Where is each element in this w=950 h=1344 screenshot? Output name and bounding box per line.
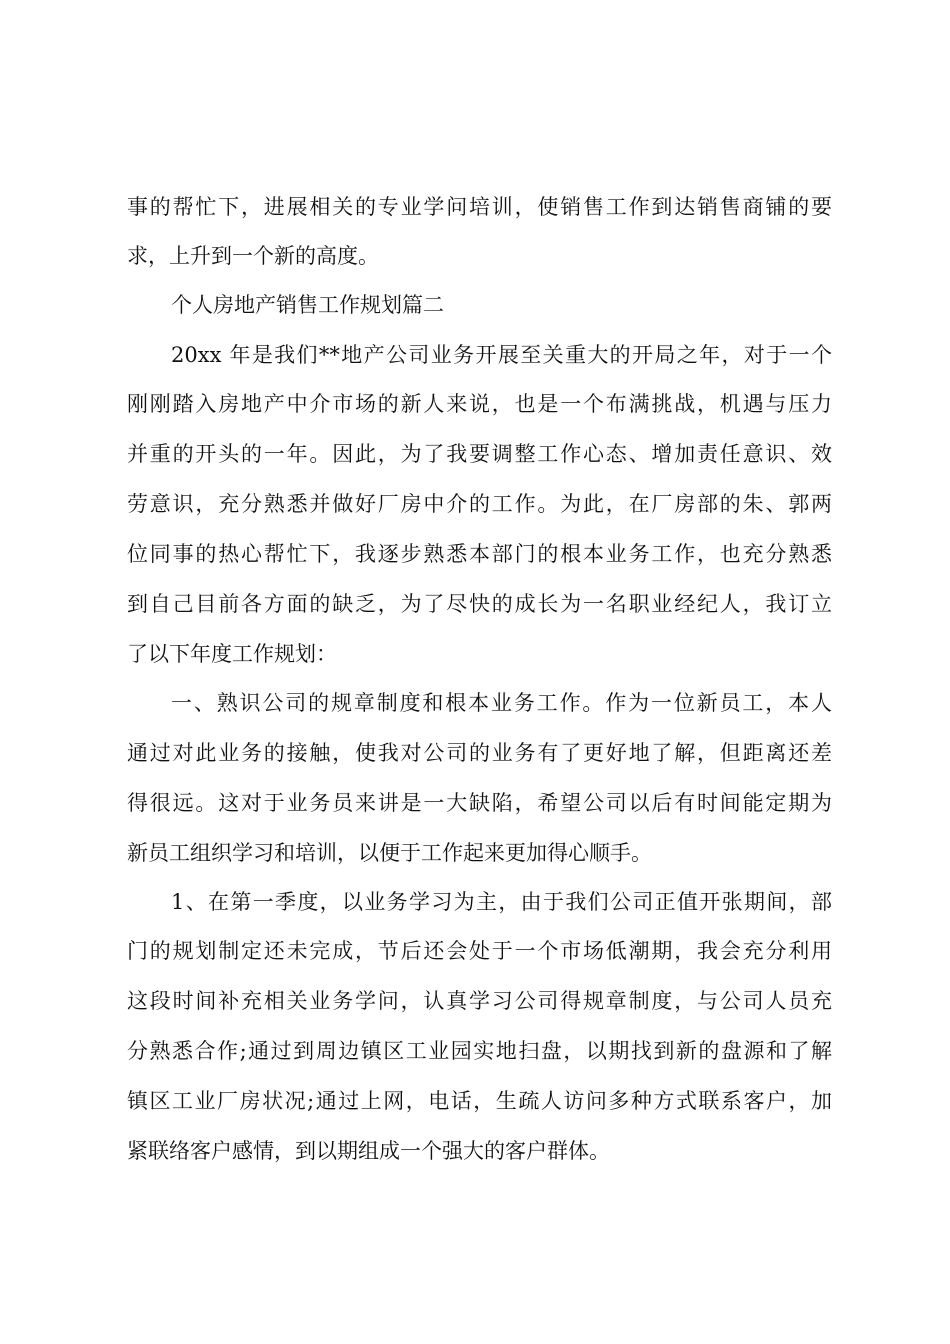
text-line: 镇区工业厂房状况;通过上网，电话，生疏人访问多种方式联系客户，加 bbox=[127, 1089, 832, 1113]
text-line: 一、熟识公司的规章制度和根本业务工作。作为一位新员工，本人 bbox=[171, 691, 832, 715]
text-line: 通过对此业务的接触，使我对公司的业务有了更好地了解，但距离还差 bbox=[127, 741, 832, 765]
text-line: 事的帮忙下，进展相关的专业学问培训，使销售工作到达销售商铺的要 bbox=[127, 195, 832, 219]
text-line: 门的规划制定还未完成，节后还会处于一个市场低潮期，我会充分利用 bbox=[127, 939, 832, 963]
text-line: 到自己目前各方面的缺乏，为了尽快的成长为一名职业经纪人，我订立 bbox=[127, 592, 832, 616]
text-line: 分熟悉合作;通过到周边镇区工业园实地扫盘，以期找到新的盘源和了解 bbox=[127, 1039, 832, 1063]
text-line: 这段时间补充相关业务学问，认真学习公司得规章制度，与公司人员充 bbox=[127, 989, 832, 1013]
text-line: 新员工组织学习和培训，以便于工作起来更加得心顺手。 bbox=[127, 841, 652, 865]
text-line: 20xx 年是我们**地产公司业务开展至关重大的开局之年，对于一个 bbox=[171, 343, 832, 367]
text-line: 了以下年度工作规划： bbox=[127, 642, 337, 666]
text-line: 劳意识，充分熟悉并做好厂房中介的工作。为此，在厂房部的朱、郭两 bbox=[127, 492, 832, 516]
text-line: 并重的开头的一年。因此，为了我要调整工作心态、增加责任意识、效 bbox=[127, 442, 832, 466]
text-line: 位同事的热心帮忙下，我逐步熟悉本部门的根本业务工作，也充分熟悉 bbox=[127, 542, 832, 566]
text-line: 1、在第一季度，以业务学习为主，由于我们公司正值开张期间，部 bbox=[171, 890, 832, 914]
text-line: 刚刚踏入房地产中介市场的新人来说，也是一个布满挑战，机遇与压力 bbox=[127, 392, 832, 416]
text-line: 得很远。这对于业务员来讲是一大缺陷，希望公司以后有时间能定期为 bbox=[127, 791, 832, 815]
text-line: 求，上升到一个新的高度。 bbox=[127, 244, 379, 268]
section-heading: 个人房地产销售工作规划篇二 bbox=[171, 293, 444, 317]
text-line: 紧联络客户感情，到以期组成一个强大的客户群体。 bbox=[127, 1139, 610, 1163]
